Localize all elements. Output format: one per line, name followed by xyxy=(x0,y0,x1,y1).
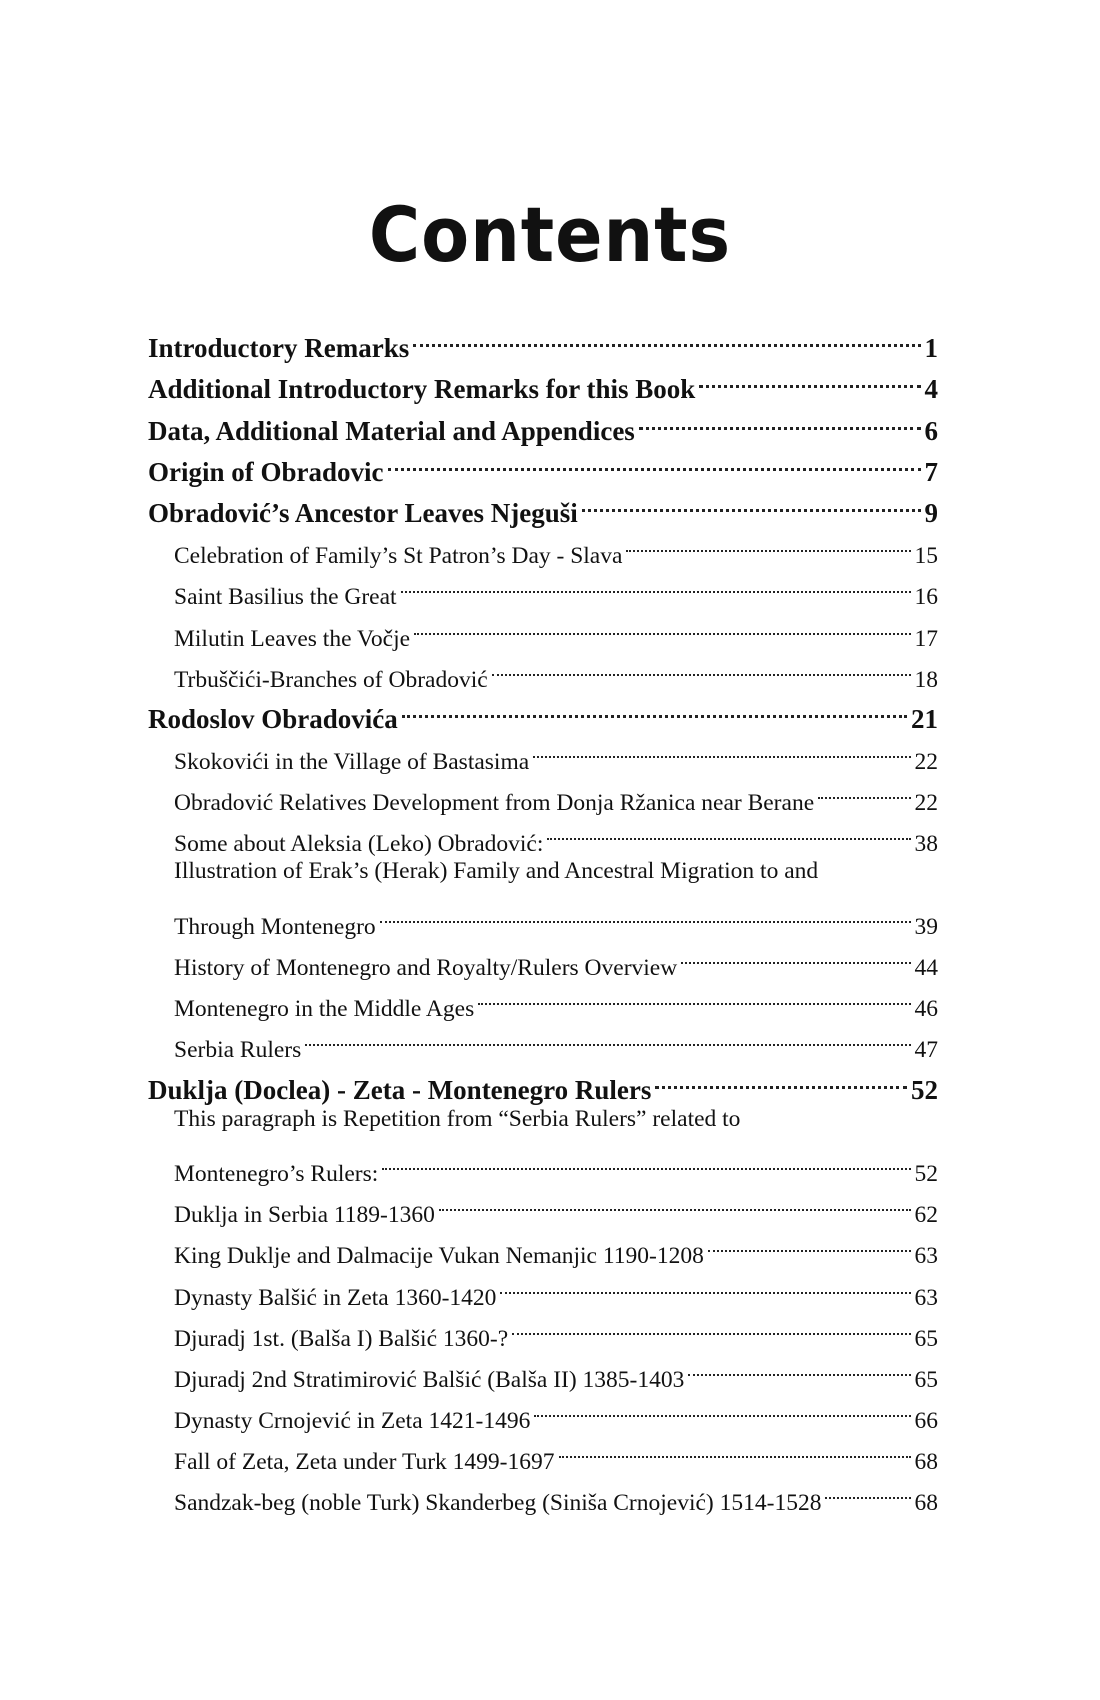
toc-section-entry[interactable] xyxy=(148,851,938,892)
toc-entry-title: Dynasty Crnojević in Zeta 1421-1496 xyxy=(174,1408,531,1435)
toc-page-number: 4 xyxy=(924,374,938,405)
toc-section-entry[interactable] xyxy=(148,934,938,981)
table-of-contents xyxy=(148,316,938,1517)
toc-section-entry[interactable] xyxy=(148,1016,938,1064)
toc-section-entry[interactable] xyxy=(148,1263,938,1311)
toc-entry-title: Saint Basilius the Great xyxy=(174,584,397,611)
dot-leader xyxy=(559,1428,911,1469)
toc-entry-title: Duklja in Serbia 1189-1360 xyxy=(174,1202,435,1229)
toc-page-number: 62 xyxy=(914,1202,938,1229)
toc-section-entry[interactable] xyxy=(148,728,938,776)
toc-entry-title: This paragraph is Repetition from “Serbia Rulers” related to xyxy=(174,1105,741,1132)
toc-page-number: 63 xyxy=(914,1284,938,1311)
toc-page-number: 15 xyxy=(914,543,938,570)
toc-entry-title: Sandzak-beg (noble Turk) Skanderbeg (Siniša Crnojević) 1514-1528 xyxy=(174,1490,822,1517)
toc-page-number: 22 xyxy=(914,790,938,817)
toc-section-entry[interactable] xyxy=(148,1387,938,1435)
toc-entry-title: Through Montenegro xyxy=(174,913,376,940)
toc-entry-title: Introductory Remarks xyxy=(148,333,410,364)
toc-page-number: 9 xyxy=(924,497,938,528)
toc-page-number: 66 xyxy=(914,1408,938,1435)
dot-leader xyxy=(414,604,910,645)
dot-leader xyxy=(547,810,910,851)
dot-leader xyxy=(582,481,921,522)
dot-leader xyxy=(626,522,910,563)
toc-page-number: 38 xyxy=(914,831,938,858)
toc-chapter-entry[interactable] xyxy=(148,687,938,734)
toc-section-entry[interactable] xyxy=(148,769,938,817)
toc-entry-title: Fall of Zeta, Zeta under Turk 1499-1697 xyxy=(174,1449,555,1476)
toc-entry-title: Illustration of Erak’s (Herak) Family and Ancestral Migration to and xyxy=(174,858,819,885)
toc-chapter-entry[interactable] xyxy=(148,398,938,446)
toc-page-number: 65 xyxy=(914,1325,938,1352)
page-title: Contents xyxy=(368,190,732,279)
toc-entry-title: Djuradj 2nd Stratimirović Balšić (Balša II) 1385-1403 xyxy=(174,1366,685,1393)
toc-entry-title: Serbia Rulers xyxy=(174,1037,302,1064)
toc-entry-title: History of Montenegro and Royalty/Rulers Overview xyxy=(174,955,678,981)
dot-leader xyxy=(639,398,921,439)
toc-page-number: 68 xyxy=(914,1490,938,1517)
toc-entry-title: Some about Aleksia (Leko) Obradović: xyxy=(174,831,544,858)
toc-entry-title: Dynasty Balšić in Zeta 1360-1420 xyxy=(174,1284,497,1311)
toc-chapter-entry[interactable] xyxy=(148,1057,938,1105)
dot-leader xyxy=(401,563,911,604)
toc-section-entry[interactable] xyxy=(148,1469,938,1517)
toc-entry-title: Djuradj 1st. (Balša I) Balšić 1360-? xyxy=(174,1325,509,1352)
toc-entry-title: Milutin Leaves the Vočje xyxy=(174,625,411,652)
toc-section-entry[interactable] xyxy=(148,1099,938,1140)
toc-page-number: 65 xyxy=(914,1366,938,1393)
toc-page-number: 68 xyxy=(914,1449,938,1476)
dot-leader xyxy=(500,1263,910,1304)
toc-section-entry[interactable] xyxy=(148,1428,938,1476)
dot-leader xyxy=(492,646,911,687)
dot-leader xyxy=(380,893,911,934)
dot-leader xyxy=(402,687,907,728)
toc-section-entry[interactable] xyxy=(148,1181,938,1229)
toc-page-number: 16 xyxy=(914,584,938,611)
toc-page-number: 1 xyxy=(924,333,938,364)
dot-leader xyxy=(699,357,920,398)
toc-chapter-entry[interactable] xyxy=(148,316,938,364)
toc-page-number: 17 xyxy=(914,625,938,652)
dot-leader xyxy=(818,769,910,810)
toc-entry-title: Rodoslov Obradovića xyxy=(148,703,398,734)
toc-section-entry[interactable] xyxy=(148,975,938,1023)
toc-section-entry[interactable] xyxy=(148,1222,938,1270)
dot-leader xyxy=(533,728,910,769)
toc-page-number: 22 xyxy=(914,749,938,776)
dot-leader xyxy=(655,1057,907,1098)
toc-section-entry[interactable] xyxy=(148,893,938,940)
toc-page-number: 7 xyxy=(924,456,938,487)
toc-entry-title: Montenegro’s Rulers: xyxy=(174,1160,379,1187)
toc-page-number: 44 xyxy=(914,955,938,981)
toc-page-number: 6 xyxy=(924,415,938,446)
toc-section-entry[interactable] xyxy=(148,522,938,570)
toc-page-number: 52 xyxy=(911,1074,938,1105)
toc-page-number: 52 xyxy=(914,1160,938,1187)
toc-section-entry[interactable] xyxy=(148,604,938,652)
dot-leader xyxy=(382,1140,910,1181)
dot-leader xyxy=(439,1181,911,1222)
toc-page-number: 21 xyxy=(911,703,938,734)
toc-chapter-entry[interactable] xyxy=(148,440,938,487)
toc-entry-title: Trbuščići-Branches of Obradović xyxy=(174,666,488,693)
toc-section-entry[interactable] xyxy=(148,563,938,611)
toc-section-entry[interactable] xyxy=(148,810,938,858)
dot-leader xyxy=(534,1387,910,1428)
dot-leader xyxy=(688,1346,910,1387)
dot-leader xyxy=(825,1469,910,1510)
dot-leader xyxy=(305,1016,910,1057)
toc-section-entry[interactable] xyxy=(148,1346,938,1393)
dot-leader xyxy=(681,934,910,975)
toc-section-entry[interactable] xyxy=(148,646,938,693)
toc-section-entry[interactable] xyxy=(148,1140,938,1187)
toc-entry-title: Origin of Obradovic xyxy=(148,456,384,487)
toc-chapter-entry[interactable] xyxy=(148,357,938,405)
dot-leader xyxy=(478,975,910,1016)
toc-entry-title: Celebration of Family’s St Patron’s Day - Slava xyxy=(174,543,623,570)
dot-leader xyxy=(512,1305,910,1346)
dot-leader xyxy=(708,1222,911,1263)
toc-page-number: 18 xyxy=(914,666,938,693)
toc-page-number: 46 xyxy=(914,996,938,1023)
toc-section-entry[interactable] xyxy=(148,1305,938,1352)
toc-entry-title: Duklja (Doclea) - Zeta - Montenegro Rulers xyxy=(148,1074,652,1105)
toc-entry-title: Montenegro in the Middle Ages xyxy=(174,996,475,1023)
toc-entry-title: Obradović’s Ancestor Leaves Njeguši xyxy=(148,497,578,528)
toc-page-number: 63 xyxy=(914,1243,938,1270)
toc-chapter-entry[interactable] xyxy=(148,481,938,528)
dot-leader xyxy=(388,440,921,481)
toc-entry-title: King Duklje and Dalmacije Vukan Nemanjic 1190-1208 xyxy=(174,1243,704,1270)
toc-entry-title: Skokovići in the Village of Bastasima xyxy=(174,749,530,776)
toc-page-number: 39 xyxy=(914,913,938,940)
toc-entry-title: Data, Additional Material and Appendices xyxy=(148,415,635,446)
dot-leader xyxy=(413,316,920,357)
toc-page-number: 47 xyxy=(914,1037,938,1064)
toc-entry-title: Additional Introductory Remarks for this Book xyxy=(148,374,696,405)
toc-entry-title: Obradović Relatives Development from Donja Ržanica near Berane xyxy=(174,790,815,817)
